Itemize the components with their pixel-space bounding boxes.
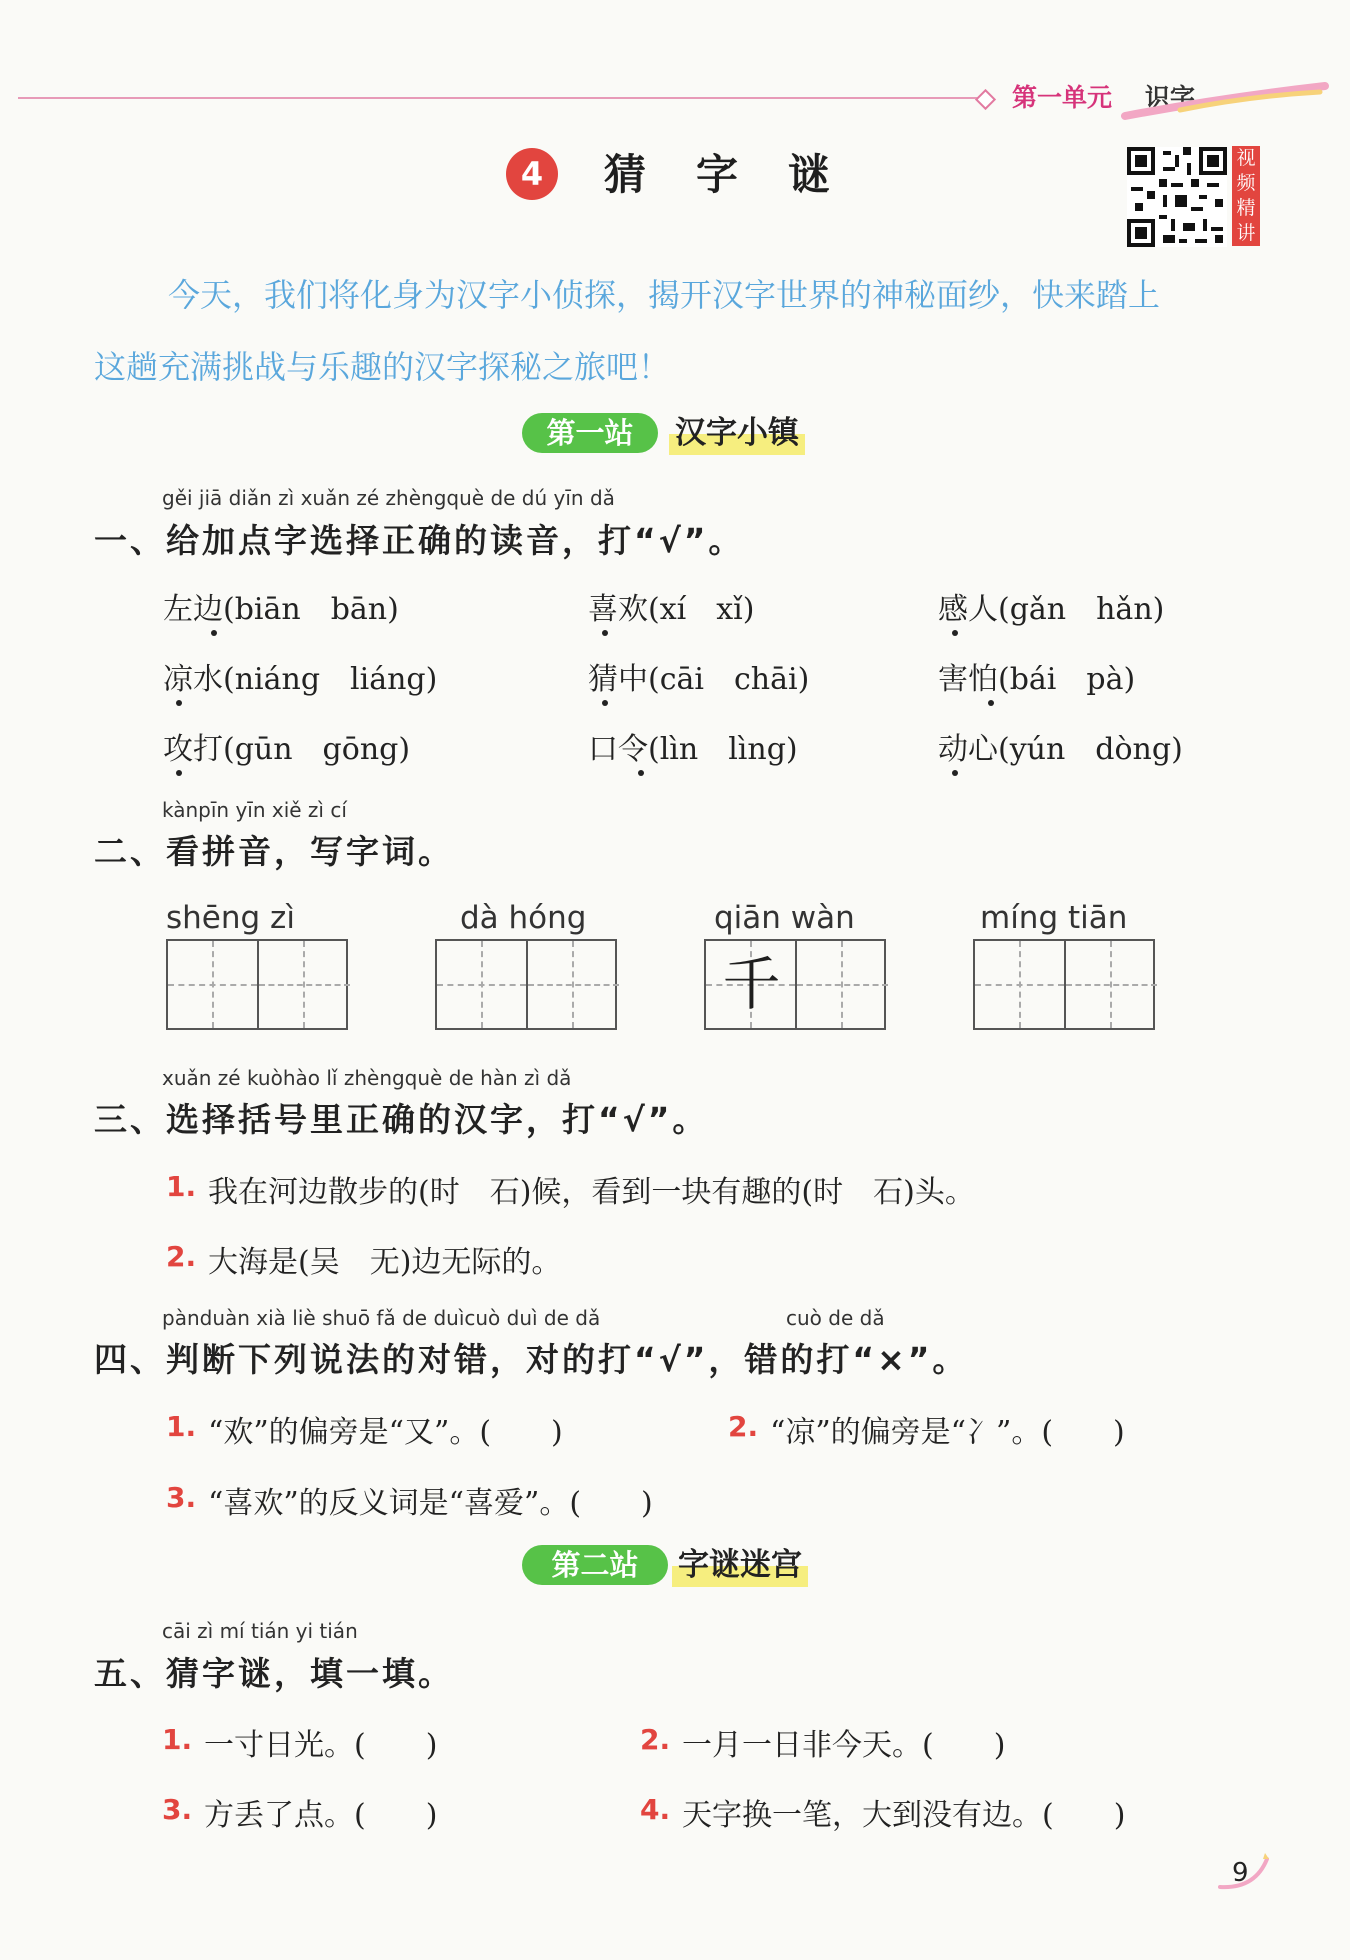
item-number: 2. <box>166 1240 197 1273</box>
emphasis-dot <box>176 770 182 776</box>
item-number: 3. <box>162 1793 193 1826</box>
item-number: 3. <box>166 1481 197 1514</box>
word-pinyin: míng tiān <box>980 900 1128 936</box>
sec4-title: 四、判断下列说法的对错，对的打“√”，错的打“×”。 <box>94 1340 969 1379</box>
topic-label: 识字 <box>1145 83 1196 112</box>
sec5-title: 五、猜字谜，填一填。 <box>94 1654 454 1693</box>
station-2-tag: 第二站 <box>522 1545 668 1585</box>
intro-line-1: 今天，我们将化身为汉字小侦探，揭开汉字世界的神秘面纱，快来踏上 <box>168 276 1161 314</box>
sec1-item[interactable]: 感人(gǎn hǎn) <box>938 592 1165 627</box>
unit-label: 第一单元 <box>1012 83 1113 112</box>
qr-code-icon[interactable] <box>1127 147 1227 247</box>
sec4-pinyin: pànduàn xià liè shuō fǎ de duìcuò duì de dǎ <box>162 1306 601 1330</box>
header-diamond-icon <box>975 89 996 110</box>
item-number: 2. <box>640 1723 671 1756</box>
lesson-number-badge: 4 <box>506 148 558 200</box>
grid-char[interactable] <box>437 941 528 1028</box>
sec5-item[interactable]: 一月一日非今天。( ) <box>682 1728 1006 1763</box>
word-pinyin: qiān wàn <box>714 900 855 936</box>
intro-line-2: 这趟充满挑战与乐趣的汉字探秘之旅吧！ <box>94 348 671 386</box>
sec3-item[interactable]: 我在河边散步的(时 石)候，看到一块有趣的(时 石)头。 <box>208 1175 975 1210</box>
word-pinyin: dà hóng <box>460 900 587 936</box>
word-pinyin: shēng zì <box>166 900 295 936</box>
sec4-item[interactable]: “凉”的偏旁是“冫”。( ) <box>770 1415 1125 1450</box>
sec1-item[interactable]: 动心(yún dòng) <box>938 732 1183 767</box>
grid-char[interactable]: 千 <box>722 950 781 1018</box>
station-1-tag: 第一站 <box>522 413 658 453</box>
sec1-item[interactable]: 喜欢(xí xǐ) <box>588 592 755 627</box>
header-swoosh-icon <box>1120 78 1330 123</box>
sec1-pinyin: gěi jiā diǎn zì xuǎn zé zhèngquè de dú yīn dǎ <box>162 486 615 510</box>
emphasis-dot <box>176 700 182 706</box>
lesson-title: 猜字谜 <box>604 150 881 199</box>
emphasis-dot <box>952 630 958 636</box>
writing-grid[interactable] <box>973 939 1155 1030</box>
sec5-pinyin: cāi zì mí tián yi tián <box>162 1619 358 1643</box>
grid-char[interactable] <box>168 941 259 1028</box>
grid-char[interactable] <box>259 941 350 1028</box>
item-number: 2. <box>728 1410 759 1443</box>
station-1-name: 汉字小镇 <box>669 411 805 455</box>
grid-char[interactable] <box>528 941 619 1028</box>
writing-grid[interactable] <box>435 939 617 1030</box>
sec1-item[interactable]: 凉水(niáng liáng) <box>163 662 438 697</box>
item-number: 1. <box>162 1723 193 1756</box>
sec2-pinyin: kànpīn yīn xiě zì cí <box>162 798 347 822</box>
sec5-item[interactable]: 一寸日光。( ) <box>204 1728 438 1763</box>
sec1-item[interactable]: 攻打(gūn gōng) <box>163 732 411 767</box>
sec5-item[interactable]: 天字换一笔，大到没有边。( ) <box>682 1798 1126 1833</box>
grid-char[interactable] <box>975 941 1066 1028</box>
emphasis-dot <box>602 700 608 706</box>
emphasis-dot <box>211 630 217 636</box>
page-number: 9 <box>1232 1858 1249 1888</box>
sec3-title: 三、选择括号里正确的汉字，打“√”。 <box>94 1100 709 1139</box>
video-lesson-label[interactable]: 视频精讲 <box>1232 146 1260 246</box>
writing-grid[interactable] <box>166 939 348 1030</box>
sec4-pinyin-2: cuò de dǎ <box>786 1306 885 1330</box>
sec1-item[interactable]: 猜中(cāi chāi) <box>588 662 810 697</box>
item-number: 1. <box>166 1170 197 1203</box>
sec2-title: 二、看拼音，写字词。 <box>94 832 454 871</box>
sec4-item[interactable]: “喜欢”的反义词是“喜爱”。( ) <box>208 1486 653 1521</box>
sec1-title: 一、给加点字选择正确的读音，打“√”。 <box>94 521 745 560</box>
item-number: 1. <box>166 1410 197 1443</box>
writing-grid[interactable] <box>704 939 886 1030</box>
sec1-item[interactable]: 害怕(bái pà) <box>938 662 1136 697</box>
sec1-item[interactable]: 口令(lìn lìng) <box>588 732 798 767</box>
item-number: 4. <box>640 1793 671 1826</box>
header-rule <box>18 97 978 99</box>
emphasis-dot <box>952 770 958 776</box>
emphasis-dot <box>602 630 608 636</box>
sec3-pinyin: xuǎn zé kuòhào lǐ zhèngquè de hàn zì dǎ <box>162 1066 572 1090</box>
sec4-item[interactable]: “欢”的偏旁是“又”。( ) <box>208 1415 563 1450</box>
emphasis-dot <box>988 700 994 706</box>
grid-char[interactable] <box>797 941 888 1028</box>
sec3-item[interactable]: 大海是(吴 无)边无际的。 <box>208 1245 562 1280</box>
sec5-item[interactable]: 方丢了点。( ) <box>204 1798 438 1833</box>
grid-char[interactable] <box>1066 941 1157 1028</box>
sec1-item[interactable]: 左边(biān bān) <box>163 592 399 627</box>
emphasis-dot <box>638 770 644 776</box>
station-2-name: 字谜迷宫 <box>672 1543 808 1587</box>
